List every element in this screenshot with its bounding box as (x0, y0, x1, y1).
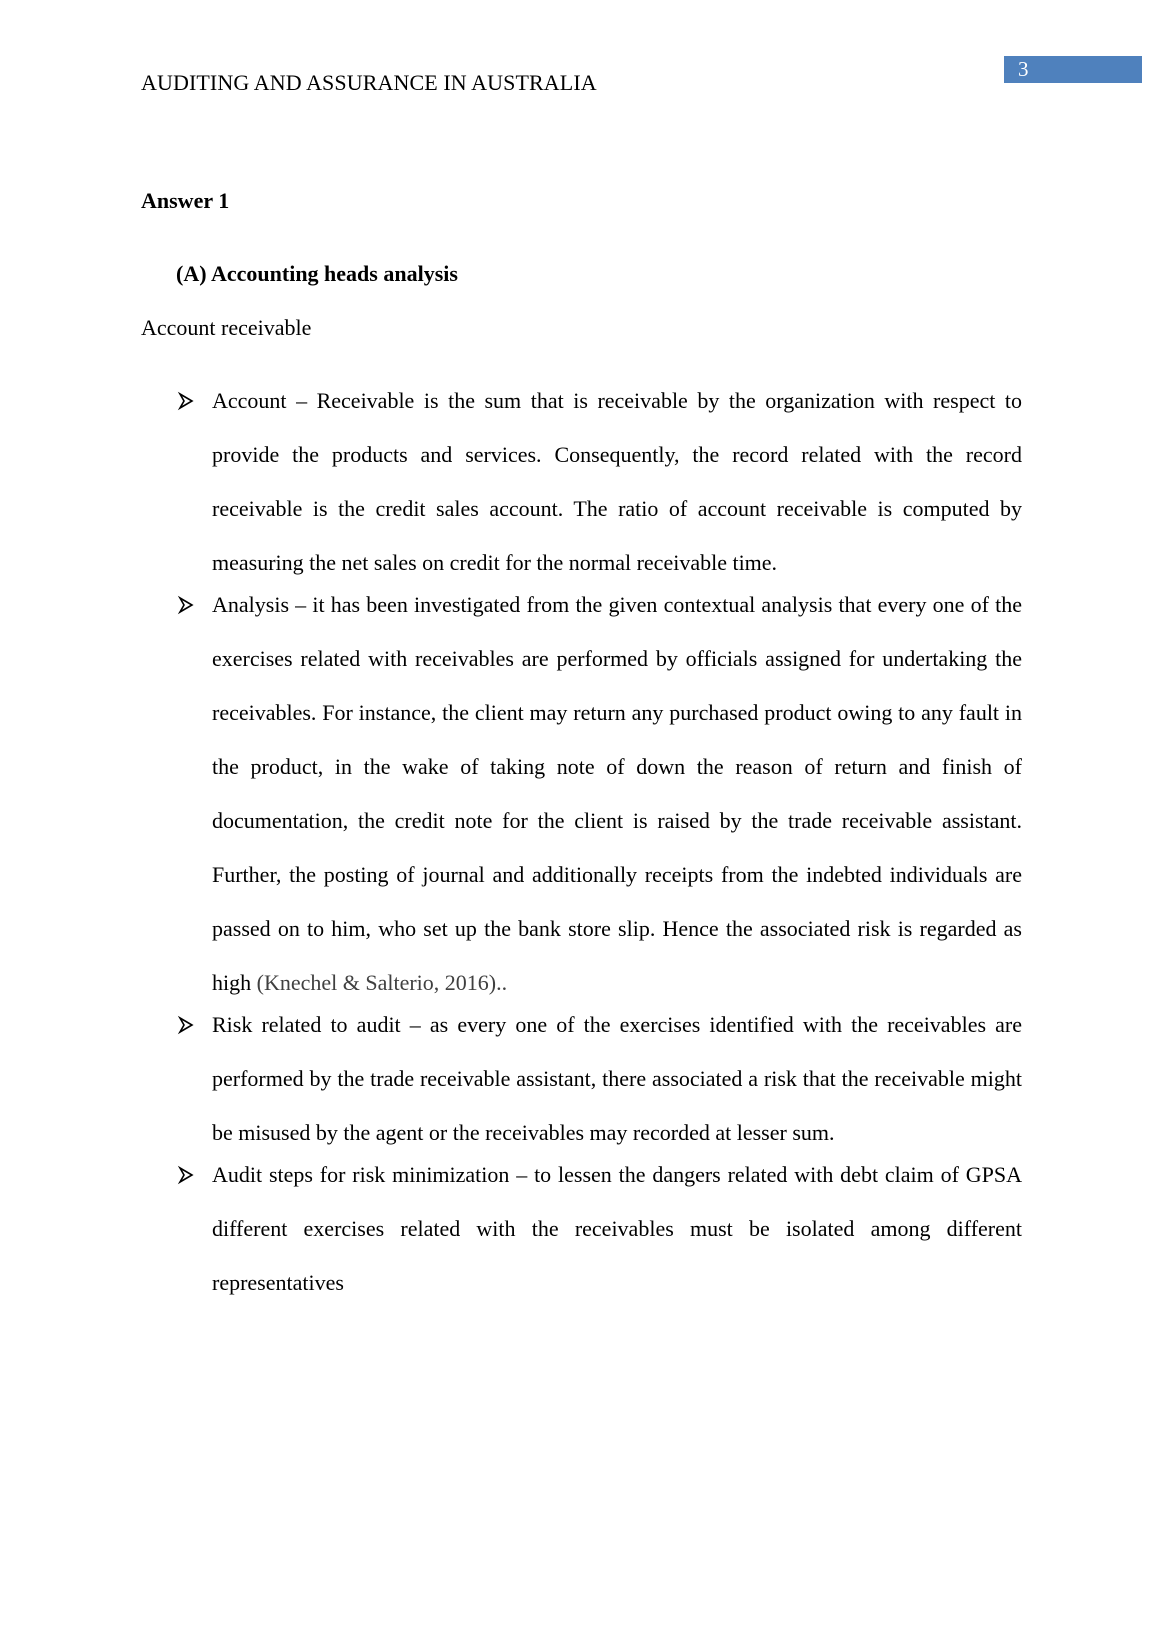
section-heading (176, 259, 458, 289)
bullet-text: Account – Receivable is the sum that is receivable by the organization with respect to provide the products and services. Consequently, the record related with the record receivable is the credit sales account. The ratio of account receivable is computed by measuring the net sales on credit for the normal receivable time. (212, 388, 1022, 575)
subheading: Account receivable (141, 315, 312, 340)
list-item (177, 374, 1022, 590)
page-number: 3 (1018, 57, 1029, 81)
arrowhead-bullet-icon (177, 1010, 195, 1040)
section-marker: (A) (176, 261, 207, 286)
bullet-text: Analysis – it has been investigated from the given contextual analysis that every one of the exercises related with receivables are performed by officials assigned for undertaking the receivables. For instance, the client may return any purchased product owing to any fault in the product, in the wake of taking note of down the reason of return and finish of documentation, the credit note for the client is raised by the trade receivable assistant. Further, the posting of journal and additionally receipts from the indebted individuals are passed on to him, who set up the bank store slip. Hence the associated risk is regarded as high (212, 592, 1022, 995)
arrowhead-bullet-icon (177, 1160, 195, 1190)
arrowhead-bullet-icon (177, 590, 195, 620)
running-head: AUDITING AND ASSURANCE IN AUSTRALIA (141, 70, 597, 95)
bullet-text: Risk related to audit – as every one of the exercises identified with the receivables are performed by the trade receivable assistant, there associated a risk that the receivable might be misused by the agent or the receivables may recorded at lesser sum. (212, 1012, 1022, 1145)
page-number-badge (1004, 56, 1142, 83)
list-item (177, 1148, 1022, 1310)
bullet-text: Audit steps for risk minimization – to lessen the dangers related with debt claim of GPSA different exercises related with the receivables must be isolated among different representatives (212, 1162, 1022, 1295)
answer-heading: Answer 1 (141, 188, 230, 213)
arrowhead-bullet-icon (177, 386, 195, 416)
list-item (177, 998, 1022, 1160)
list-item (177, 578, 1022, 1010)
bullet-list (177, 386, 1022, 1310)
section-title: Accounting heads analysis (211, 261, 458, 286)
citation: (Knechel & Salterio, 2016).. (256, 970, 508, 995)
